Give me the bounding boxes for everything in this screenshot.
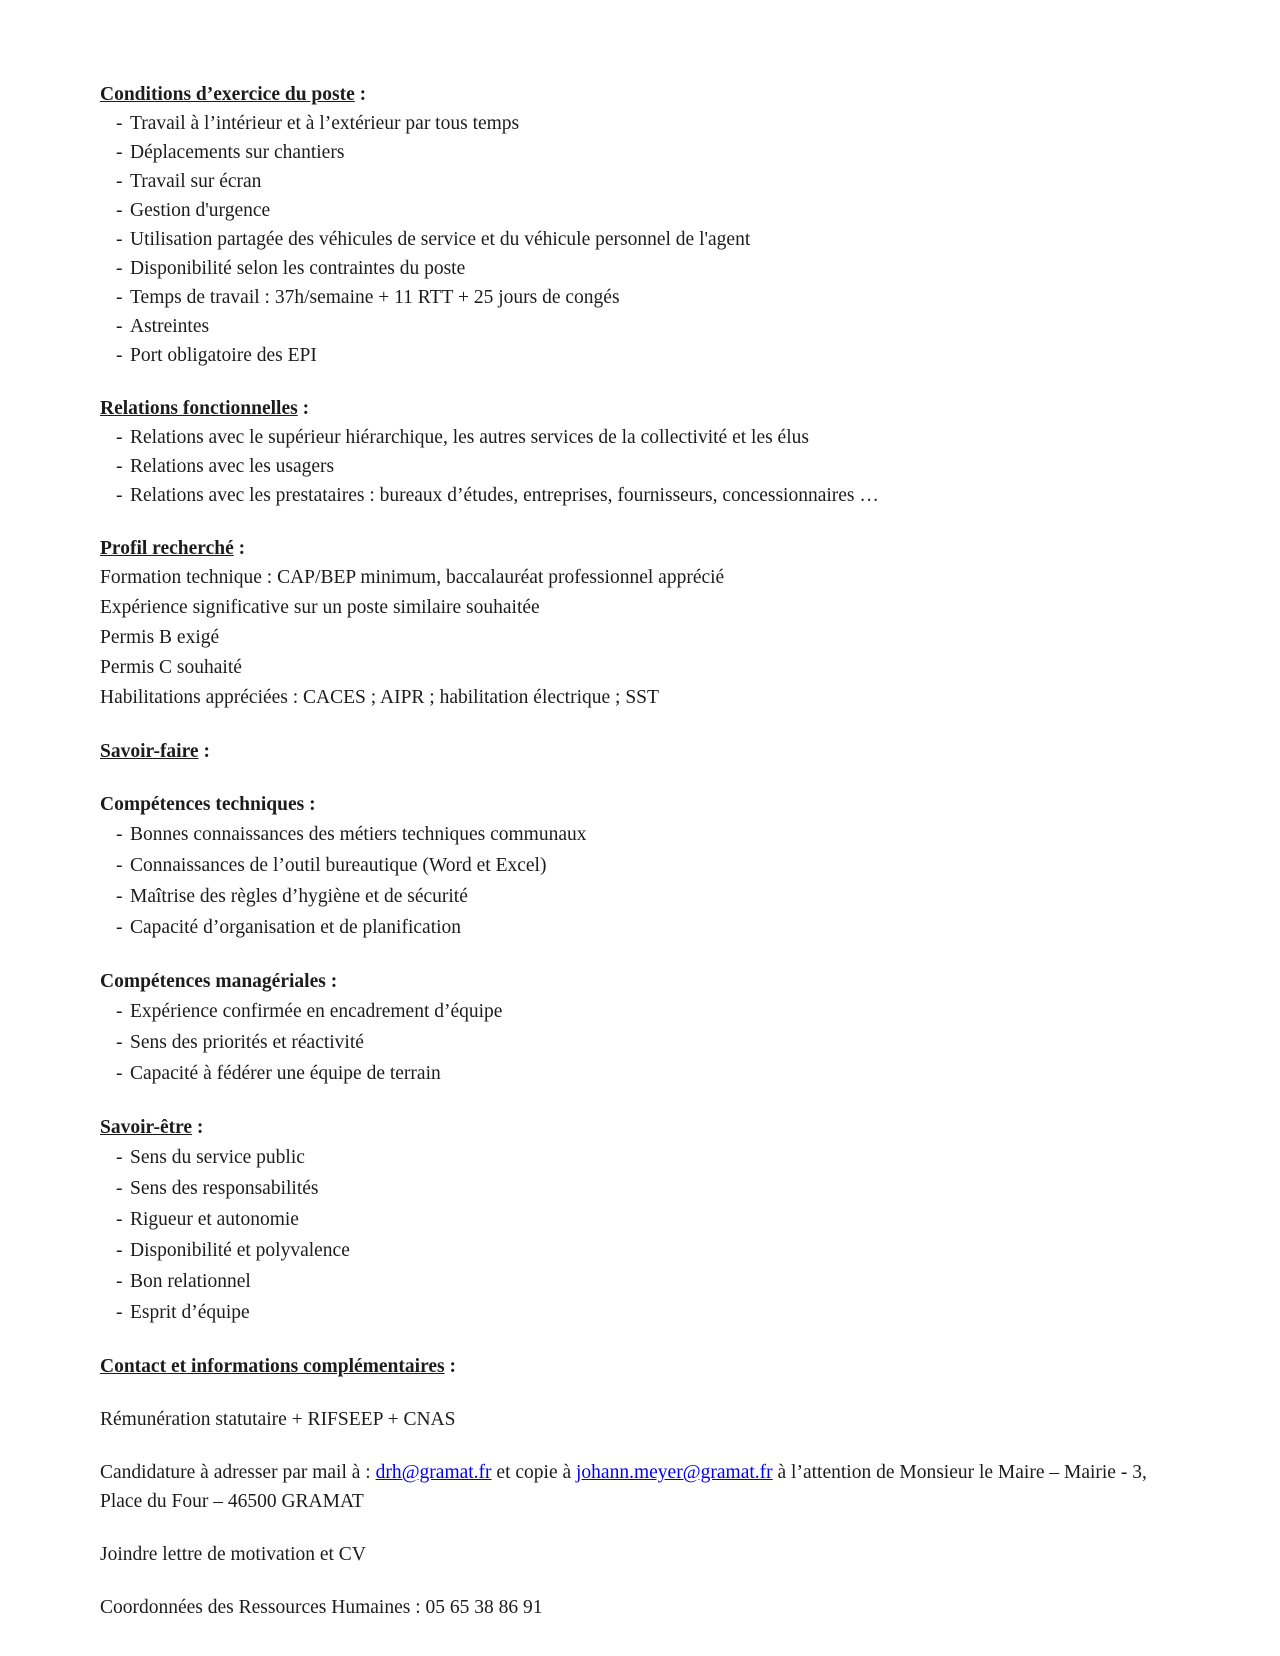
bullet-item [100, 138, 1180, 167]
bullet-item [100, 341, 1180, 370]
bullet-dash: - [116, 485, 123, 506]
bullet-list [100, 1142, 1180, 1328]
bullet-list [100, 996, 1180, 1089]
bullet-dash: - [116, 1001, 123, 1022]
section-heading-colon: : [192, 1117, 204, 1138]
paragraph: Rémunération statutaire + RIFSEEP + CNAS [100, 1409, 456, 1430]
bullet-item [100, 1027, 1180, 1058]
bullet-list [100, 819, 1180, 943]
section-heading-text: Conditions d’exercice du poste [100, 84, 355, 105]
text-run: Candidature à adresser par mail à : [100, 1462, 376, 1483]
bullet-item [100, 283, 1180, 312]
bullet-item [100, 167, 1180, 196]
text-run: et copie à [491, 1462, 577, 1483]
bullet-item [100, 1142, 1180, 1173]
bullet-text: Déplacements sur chantiers [130, 142, 345, 163]
bullet-item [100, 1173, 1180, 1204]
bullet-dash: - [116, 1271, 123, 1292]
bullet-dash: - [116, 917, 123, 938]
email-link[interactable]: johann.meyer@gramat.fr [576, 1462, 773, 1483]
bullet-text: Sens du service public [130, 1147, 305, 1168]
bullet-list [100, 423, 1180, 510]
bullet-dash: - [116, 200, 123, 221]
bullet-text: Rigueur et autonomie [130, 1209, 299, 1230]
bullet-dash: - [116, 456, 123, 477]
bullet-dash: - [116, 345, 123, 366]
section-heading [100, 80, 1180, 109]
bullet-dash: - [116, 1032, 123, 1053]
text-line: Expérience significative sur un poste similaire souhaitée [100, 597, 540, 618]
bullet-text: Travail à l’intérieur et à l’extérieur par tous temps [130, 113, 520, 134]
bullet-dash: - [116, 316, 123, 337]
bullet-text: Connaissances de l’outil bureautique (Word et Excel) [130, 855, 547, 876]
bullet-item [100, 109, 1180, 138]
bullet-dash: - [116, 1147, 123, 1168]
bullet-text: Bon relationnel [130, 1271, 251, 1292]
bullet-text: Disponibilité selon les contraintes du poste [130, 258, 466, 279]
bullet-item [100, 196, 1180, 225]
bullet-dash: - [116, 287, 123, 308]
bullet-dash: - [116, 113, 123, 134]
section-heading-text: Compétences techniques : [100, 794, 316, 815]
bullet-dash: - [116, 258, 123, 279]
bullet-item [100, 819, 1180, 850]
bullet-text: Sens des priorités et réactivité [130, 1032, 364, 1053]
section-heading [100, 1352, 1180, 1381]
text-run: à l’attention de Monsieur le Maire – Mairie - 3, Place du Four – 46500 GRAMAT [100, 1462, 1147, 1512]
bullet-item [100, 850, 1180, 881]
bullet-item [100, 996, 1180, 1027]
bullet-text: Capacité d’organisation et de planification [130, 917, 462, 938]
bullet-item [100, 1266, 1180, 1297]
section-heading-text: Savoir-être [100, 1117, 193, 1138]
section-heading [100, 534, 1180, 563]
bullet-dash: - [116, 1209, 123, 1230]
paragraph [100, 1458, 1180, 1516]
section-heading [100, 1113, 1180, 1142]
bullet-text: Disponibilité et polyvalence [130, 1240, 350, 1261]
bullet-dash: - [116, 427, 123, 448]
bullet-text: Maîtrise des règles d’hygiène et de sécurité [130, 886, 468, 907]
bullet-text: Astreintes [130, 316, 210, 337]
bullet-item [100, 1297, 1180, 1328]
bullet-text: Esprit d’équipe [130, 1302, 250, 1323]
bullet-text: Capacité à fédérer une équipe de terrain [130, 1063, 441, 1084]
section-heading [100, 967, 1180, 996]
bullet-dash: - [116, 1302, 123, 1323]
bullet-item [100, 312, 1180, 341]
bullet-item [100, 254, 1180, 283]
section-heading-text: Savoir-faire [100, 741, 199, 762]
text-line: Permis B exigé [100, 627, 220, 648]
bullet-text: Utilisation partagée des véhicules de service et du véhicule personnel de l'agent [130, 229, 751, 250]
section-heading-text: Compétences managériales : [100, 971, 338, 992]
bullet-text: Sens des responsabilités [130, 1178, 319, 1199]
section-heading-text: Contact et informations complémentaires [100, 1356, 445, 1377]
section-heading [100, 790, 1180, 819]
text-line: Habilitations appréciées : CACES ; AIPR ; habilitation électrique ; SST [100, 687, 659, 708]
bullet-text: Expérience confirmée en encadrement d’équipe [130, 1001, 503, 1022]
bullet-item [100, 1235, 1180, 1266]
bullet-dash: - [116, 1178, 123, 1199]
bullet-text: Temps de travail : 37h/semaine + 11 RTT + 25 jours de congés [130, 287, 620, 308]
section-heading-text: Relations fonctionnelles [100, 398, 298, 419]
bullet-text: Relations avec le supérieur hiérarchique, les autres services de la collectivité et les élus [130, 427, 809, 448]
bullet-text: Relations avec les usagers [130, 456, 335, 477]
text-line: Formation technique : CAP/BEP minimum, baccalauréat professionnel apprécié [100, 567, 725, 588]
email-link[interactable]: drh@gramat.fr [375, 1462, 492, 1483]
document-body [100, 80, 1180, 1622]
bullet-text: Travail sur écran [130, 171, 262, 192]
bullet-item [100, 1204, 1180, 1235]
bullet-dash: - [116, 1240, 123, 1261]
bullet-item [100, 225, 1180, 254]
bullet-item [100, 481, 1180, 510]
paragraph: Joindre lettre de motivation et CV [100, 1544, 366, 1565]
bullet-item [100, 423, 1180, 452]
bullet-item [100, 1058, 1180, 1089]
bullet-dash: - [116, 171, 123, 192]
bullet-text: Port obligatoire des EPI [130, 345, 317, 366]
bullet-dash: - [116, 855, 123, 876]
section-heading [100, 737, 1180, 766]
bullet-list [100, 109, 1180, 370]
bullet-text: Relations avec les prestataires : bureaux d’études, entreprises, fournisseurs, concessionnaires … [130, 485, 879, 506]
section-heading-colon: : [297, 398, 310, 419]
bullet-dash: - [116, 1063, 123, 1084]
bullet-item [100, 912, 1180, 943]
section-heading-colon: : [233, 538, 246, 559]
bullet-text: Gestion d'urgence [130, 200, 271, 221]
bullet-dash: - [116, 824, 123, 845]
section-heading-colon: : [198, 741, 210, 762]
bullet-dash: - [116, 142, 123, 163]
bullet-text: Bonnes connaissances des métiers techniques communaux [130, 824, 587, 845]
section-heading-text: Profil recherché [100, 538, 234, 559]
section-heading [100, 394, 1180, 423]
bullet-dash: - [116, 229, 123, 250]
paragraph: Coordonnées des Ressources Humaines : 05 65 38 86 91 [100, 1597, 543, 1618]
text-line: Permis C souhaité [100, 657, 242, 678]
plain-lines [100, 563, 1180, 713]
bullet-item [100, 452, 1180, 481]
section-heading-colon: : [354, 84, 367, 105]
bullet-dash: - [116, 886, 123, 907]
bullet-item [100, 881, 1180, 912]
section-heading-colon: : [444, 1356, 456, 1377]
